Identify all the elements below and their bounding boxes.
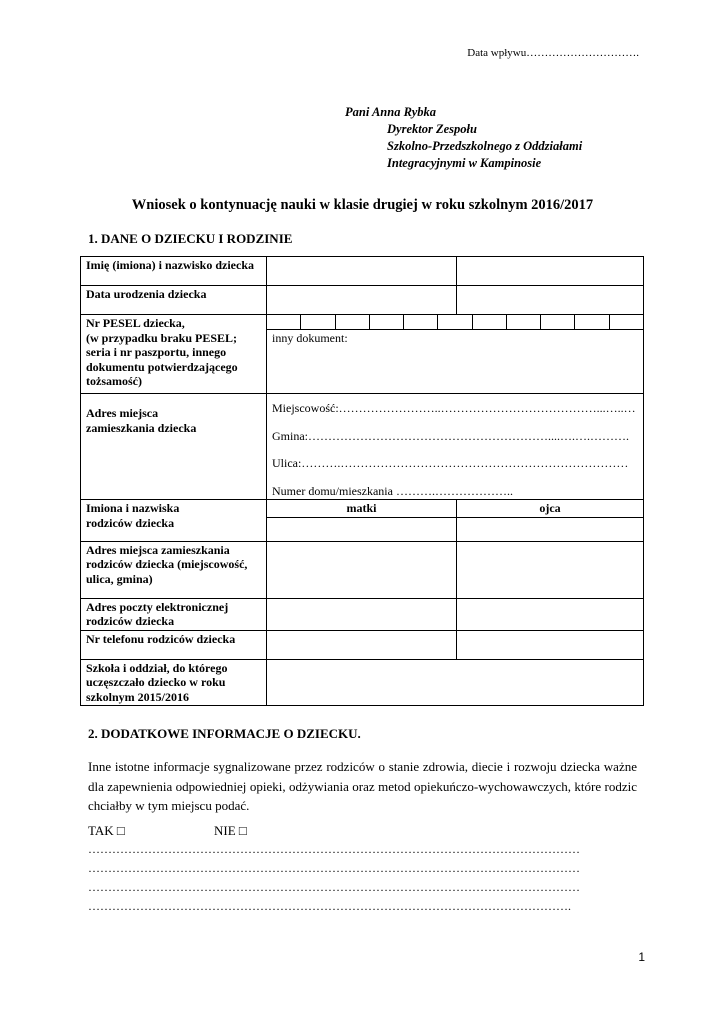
addressee-line: Integracyjnymi w Kampinosie [387, 156, 542, 170]
email-label [81, 598, 267, 630]
dob-label: Data urodzenia dziecka [81, 286, 267, 315]
addressee-line: Dyrektor Zespołu [387, 122, 477, 136]
mother-phone-field[interactable] [267, 630, 457, 659]
mother-address-field[interactable] [267, 541, 457, 598]
answer-line[interactable]: …………………………………………………………………………………………………………… [88, 842, 580, 856]
other-document-label: inny dokument: [272, 331, 348, 345]
address-field[interactable] [267, 394, 644, 500]
school-label-line: Szkoła i oddział, do którego [86, 660, 228, 675]
school-label-line: uczęszczało dziecko w roku [86, 675, 226, 689]
dob-field-1[interactable] [267, 286, 457, 315]
pesel-label-line: tożsamość) [86, 374, 142, 388]
email-label-line: Adres poczty elektronicznej [86, 599, 229, 614]
address-label-line: zamieszkania dziecka [86, 420, 197, 435]
commune-field[interactable]: Gmina:……………………………………………………....….….………. [272, 428, 629, 443]
pesel-digit-boxes[interactable] [267, 315, 643, 330]
address-label [81, 394, 267, 500]
pesel-label-line: (w przypadku braku PESEL; [86, 330, 238, 345]
pesel-label-line: dokumentu potwierdzającego [86, 359, 238, 374]
father-address-field[interactable] [457, 541, 644, 598]
school-label [81, 659, 267, 706]
school-label-line: szkolnym 2015/2016 [86, 689, 190, 704]
addressee-name: Pani Anna Rybka [345, 105, 436, 119]
parents-label [81, 500, 267, 542]
town-field[interactable]: Miejscowość:……………………..…………………………………...…..… [272, 401, 636, 415]
parents-label-line: Imiona i nazwiska [86, 501, 180, 515]
mother-email-field[interactable] [267, 598, 457, 630]
answer-line[interactable]: …………………………………………………………………………………………………………… [88, 861, 580, 875]
parents-address-label-line: rodziców dziecka (miejscowość, [86, 557, 248, 571]
addressee-line: Szkolno-Przedszkolnego z Oddziałami [387, 139, 583, 153]
pesel-field[interactable] [267, 315, 644, 394]
pesel-label [81, 315, 267, 394]
name-label: Imię (imiona) i nazwisko dziecka [81, 257, 267, 286]
father-phone-field[interactable] [457, 630, 644, 659]
section2-paragraph: Inne istotne informacje sygnalizowane przez rodziców o stanie zdrowia, diecie i rozwoju dziecka ważne dla zapewnienia odpowiedniej opieki, odżywiania oraz metod opiekuńczo-wychowawczych, które rodzic chciałby w tym miejscu podać. [88, 759, 637, 813]
name-field-2[interactable] [457, 257, 644, 286]
child-data-table [80, 256, 644, 706]
parents-label-line: rodziców dziecka [86, 515, 175, 530]
pesel-label-line: seria i nr paszportu, innego [86, 345, 227, 359]
father-header: ojca [457, 500, 644, 518]
addressee-block [345, 104, 582, 172]
father-email-field[interactable] [457, 598, 644, 630]
page-number: 1 [638, 950, 645, 964]
intake-date: Data wpływu…………………………. [467, 47, 639, 59]
document-title: Wniosek o kontynuację nauki w klasie drugiej w roku szkolnym 2016/2017 [131, 197, 594, 213]
house-number-field[interactable]: Numer domu/mieszkania ……….……………….. [272, 483, 513, 498]
address-label-line: Adres miejsca [86, 406, 159, 420]
answer-line[interactable]: …………………………………………………………………………………………………………. [88, 899, 571, 913]
dob-field-2[interactable] [457, 286, 644, 315]
email-label-line: rodziców dziecka [86, 614, 175, 628]
phone-label: Nr telefonu rodziców dziecka [81, 630, 267, 659]
parents-address-label-line: ulica, gmina) [86, 571, 153, 586]
no-checkbox[interactable]: NIE □ [214, 823, 247, 838]
school-field[interactable] [267, 659, 644, 706]
street-field[interactable]: Ulica:……….……………………………………………………………… [272, 456, 629, 470]
parents-address-label-line: Adres miejsca zamieszkania [86, 542, 230, 557]
answer-line[interactable]: …………………………………………………………………………………………………………… [88, 880, 580, 894]
mother-header: matki [267, 500, 457, 518]
section2-heading: 2. DODATKOWE INFORMACJE O DZIECKU. [88, 726, 361, 741]
yes-checkbox[interactable]: TAK □ [88, 823, 125, 838]
name-field-1[interactable] [267, 257, 457, 286]
parents-address-label [81, 541, 267, 598]
father-name-field[interactable] [457, 517, 644, 541]
pesel-label-line: Nr PESEL dziecka, [86, 316, 185, 330]
section1-heading: 1. DANE O DZIECKU I RODZINIE [88, 231, 293, 246]
mother-name-field[interactable] [267, 517, 457, 541]
